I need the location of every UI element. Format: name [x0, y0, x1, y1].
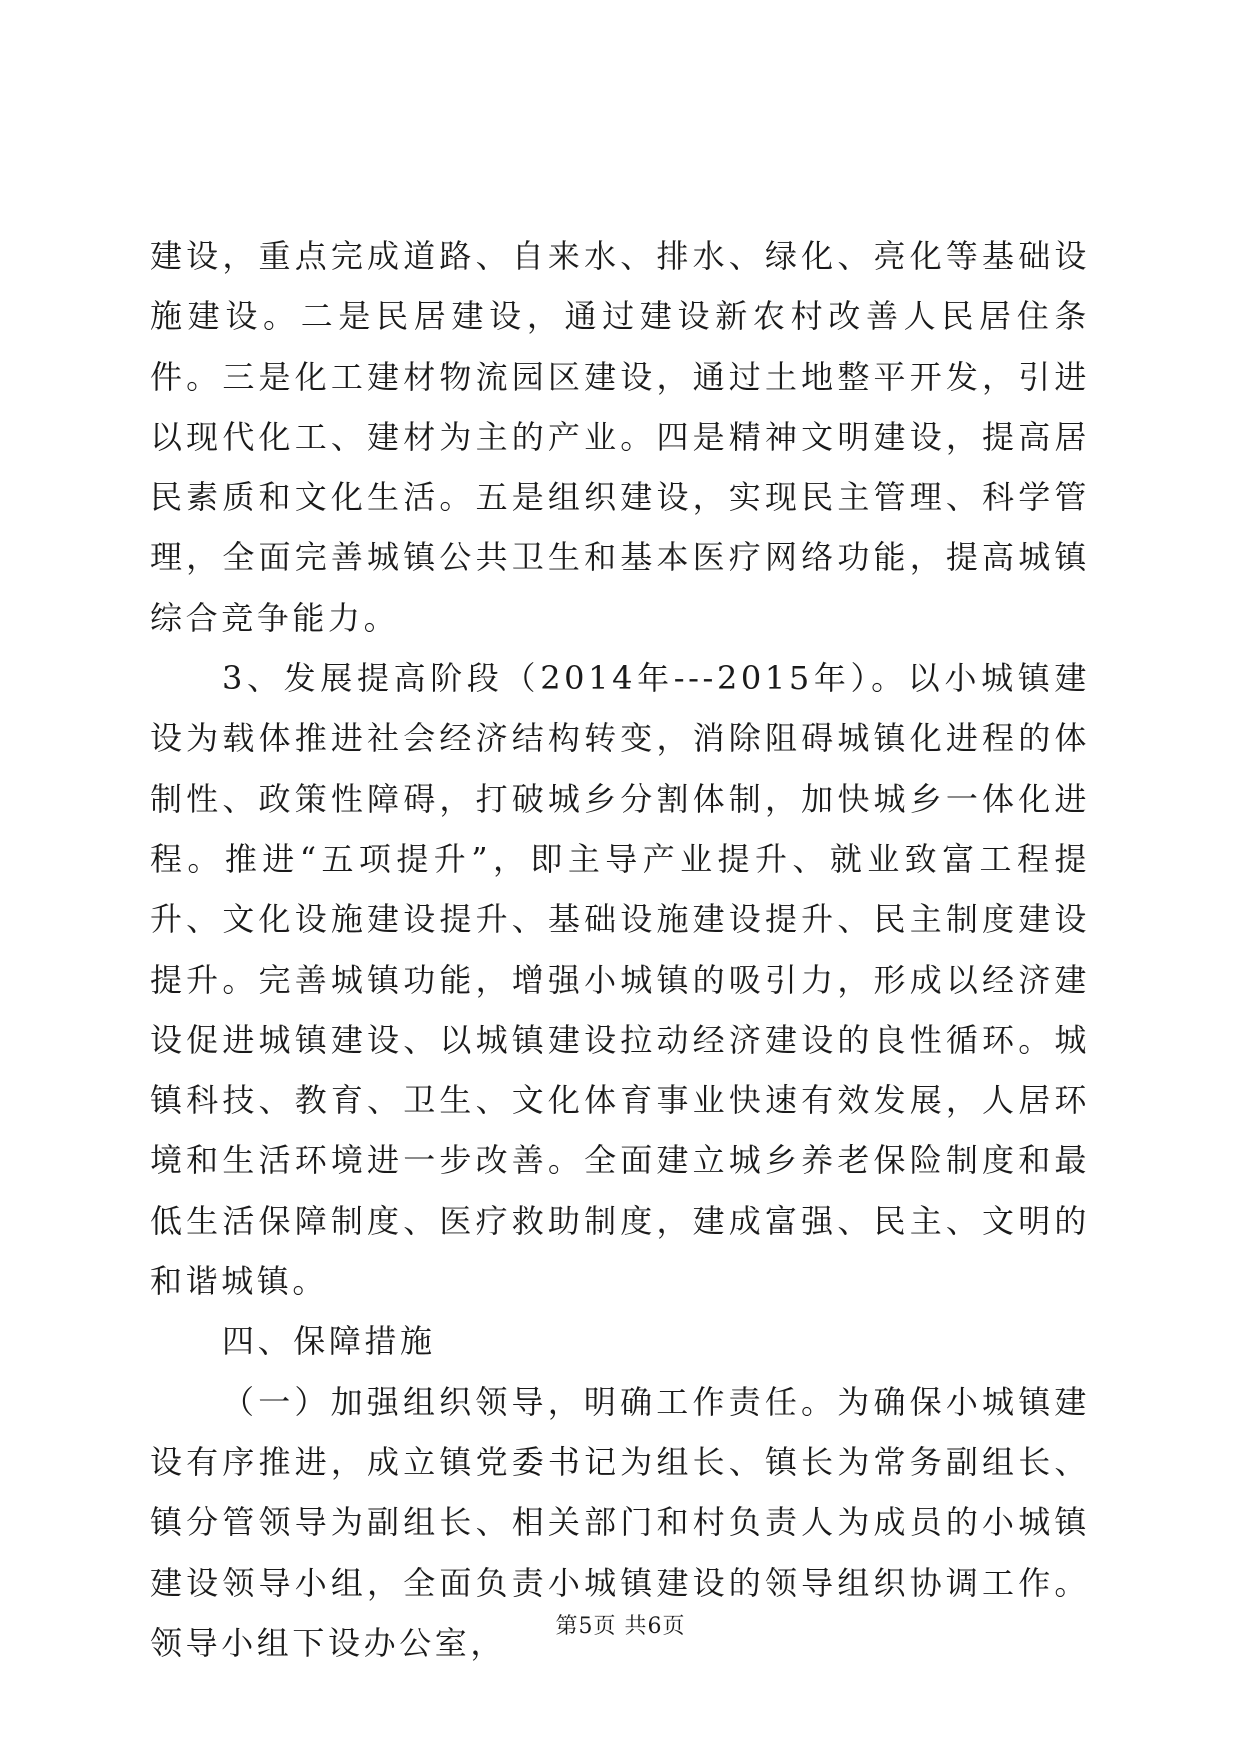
page-number-label: 第5页 共6页	[555, 1614, 686, 1639]
paragraph-measure-1: （一）加强组织领导，明确工作责任。为确保小城镇建设有序推进，成立镇党委书记为组长、镇长为常务副组长、镇分管领导为副组长、相关部门和村负责人为成员的小城镇建设领导小组，全面负责小城镇建设的领导组织协调工作。领导小组下设办公室，	[150, 1382, 1090, 1662]
page-footer	[0, 1612, 1241, 1642]
paragraph-continuation: 建设，重点完成道路、自来水、排水、绿化、亮化等基础设施建设。二是民居建设，通过建设新农村改善人民居住条件。三是化工建材物流园区建设，通过土地整平开发，引进以现代化工、建材为主的产业。四是精神文明建设，提高居民素质和文化生活。五是组织建设，实现民主管理、科学管理，全面完善城镇公共卫生和基本医疗网络功能，提高城镇综合竞争能力。	[150, 237, 1090, 637]
section-heading: 四、保障措施	[222, 1322, 436, 1361]
document-body	[150, 226, 1090, 1673]
paragraph-stage-3: 3、发展提高阶段（2014年---2015年）。以小城镇建设为载体推进社会经济结构转变，消除阻碍城镇化进程的体制性、政策性障碍，打破城乡分割体制，加快城乡一体化进程。推进“五项提升”，即主导产业提升、就业致富工程提升、文化设施建设提升、基础设施建设提升、民主制度建设提升。完善城镇功能，增强小城镇的吸引力，形成以经济建设促进城镇建设、以城镇建设拉动经济建设的良性循环。城镇科技、教育、卫生、文化体育事业快速有效发展，人居环境和生活环境进一步改善。全面建立城乡养老保险制度和最低生活保障制度、医疗救助制度，建成富强、民主、文明的和谐城镇。	[150, 659, 1090, 1301]
